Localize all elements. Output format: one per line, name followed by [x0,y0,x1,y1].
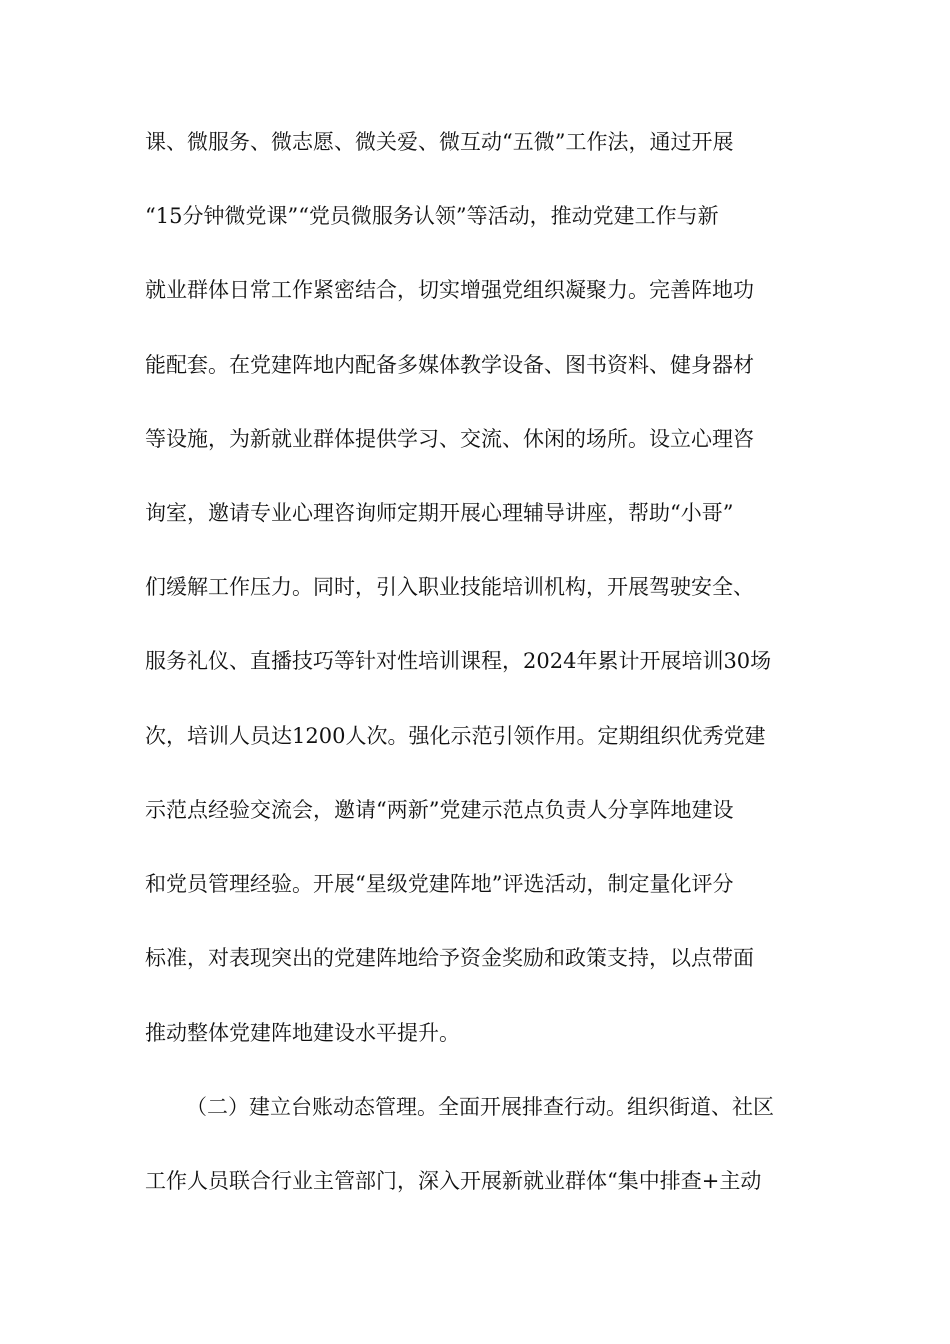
paragraph-line: 服务礼仪、直播技巧等针对性培训课程，2024年累计开展培训30场 [145,649,772,673]
paragraph-line: 等设施，为新就业群体提供学习、交流、休闲的场所。设立心理咨 [145,427,754,451]
paragraph-line: 课、微服务、微志愿、微关爱、微互动“五微”工作法，通过开展 [145,130,734,154]
paragraph-line: 工作人员联合行业主管部门，深入开展新就业群体“集中排查+主动 [145,1169,762,1193]
paragraph-line: 示范点经验交流会，邀请“两新”党建示范点负责人分享阵地建设 [145,798,734,822]
paragraph-line: 推动整体党建阵地建设水平提升。 [145,1021,460,1045]
paragraph-line: 们缓解工作压力。同时，引入职业技能培训机构，开展驾驶安全、 [145,575,754,599]
paragraph-line: 询室，邀请专业心理咨询师定期开展心理辅导讲座，帮助“小哥” [145,501,734,525]
paragraph-line: 标准，对表现突出的党建阵地给予资金奖励和政策支持，以点带面 [145,946,754,970]
paragraph-line: “15分钟微党课”“党员微服务认领”等活动，推动党建工作与新 [145,204,719,228]
section-heading-line: （二）建立台账动态管理。全面开展排查行动。组织街道、社区 [186,1095,774,1119]
paragraph-line: 和党员管理经验。开展“星级党建阵地”评选活动，制定量化评分 [145,872,734,896]
paragraph-line: 就业群体日常工作紧密结合，切实增强党组织凝聚力。完善阵地功 [145,278,754,302]
paragraph-line: 次，培训人员达1200人次。强化示范引领作用。定期组织优秀党建 [145,724,766,748]
paragraph-line: 能配套。在党建阵地内配备多媒体教学设备、图书资料、健身器材 [145,353,754,377]
